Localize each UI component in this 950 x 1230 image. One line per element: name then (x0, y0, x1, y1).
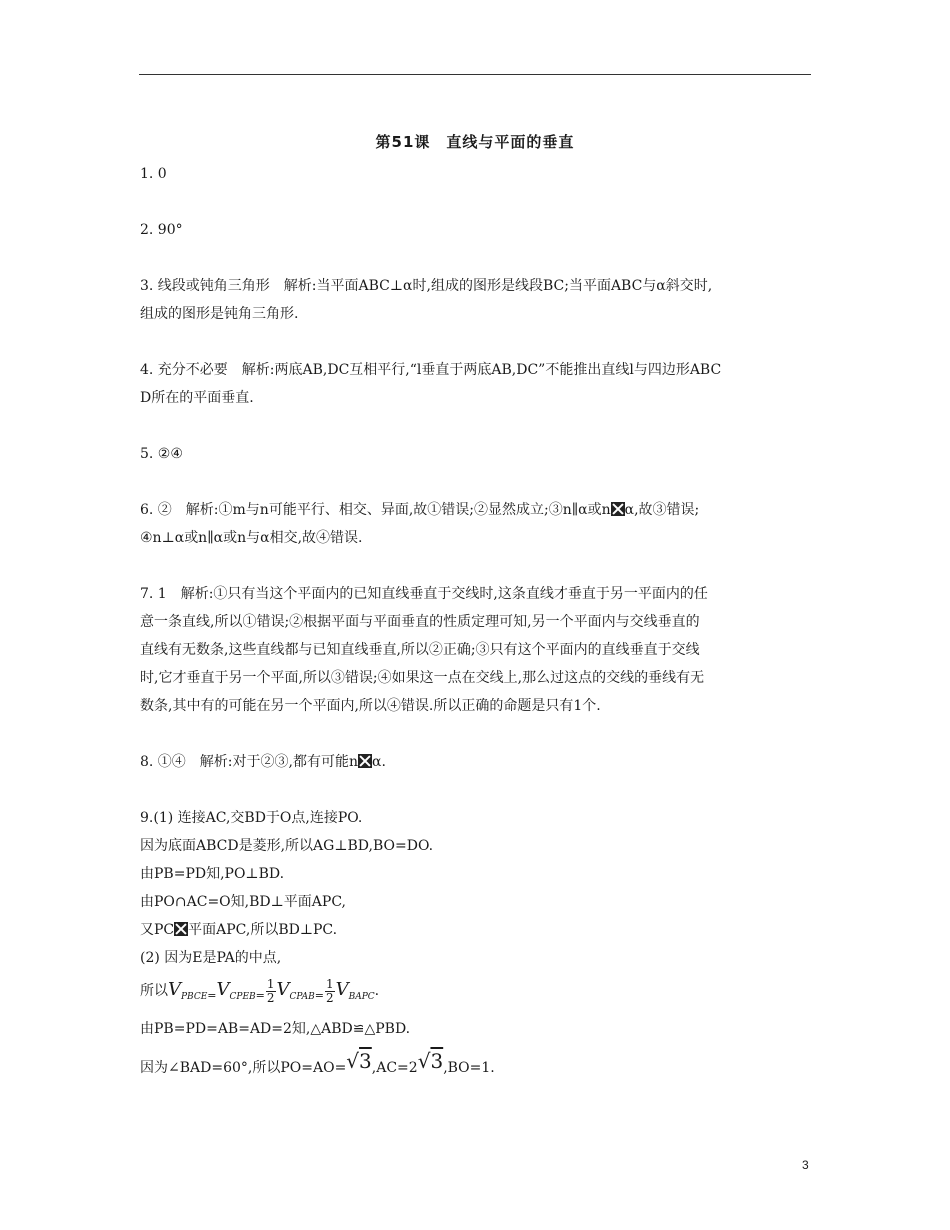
fraction-half: $\frac{1}{2}$ (266, 976, 275, 1005)
lesson-title: 第51课 直线与平面的垂直 (375, 133, 575, 151)
sqrt-three: √3 (417, 1049, 444, 1073)
answer-6: 6. ② 解析:①m与n可能平行、相交、异面,故①错误;②显然成立;③n∥α或n α,故③错误; ④n⊥α或n∥α或n与α相交,故④错误. (140, 502, 700, 546)
answer-body (140, 160, 812, 1086)
answer-7: 7. 1 解析:①只有当这个平面内的已知直线垂直于交线时,这条直线才垂直于另一平面内的任 意一条直线,所以①错误;②根据平面与平面垂直的性质定理可知,另一个平面内与交线垂直的 直线有无数条,这些直线都与已知直线垂直,所以②正确;③只有这个平面内的直线垂直于交线 时,它才垂直于另一个平面,所以③错误;④如果这一点在交线上,那么过这点的交线的垂线有无 数条,其中有的可能在另一个平面内,所以④错误.所以正确的命题是只有1个. (140, 586, 708, 714)
subset-symbol-icon (611, 502, 625, 516)
page-number: 3 (802, 1158, 809, 1172)
answer-9: 9.(1) 连接AC,交BD于O点,连接PO. 因为底面ABCD是菱形,所以AG⊥BD,BO=DO. 由PB=PD知,PO⊥BD. 由PO∩AC=O知,BD⊥平面APC, 又PC 平面APC,所以BD⊥PC. (2) 因为E是PA的中点, 所以$V_{PBCE=}V_{CPEB=}$ $\frac{1}{2}$ $V_{CPAB=}$ $\frac{1}{2}$ $V_{BAPC}$. 由PB=PD=AB=AD=2知,△ABD≌△PBD. 因为∠BAD=60°,所以PO=AO=√3,AC=2√3,BO=1. (140, 804, 812, 1086)
answer-4: 4. 充分不必要 解析:两底AB,DC互相平行,“l垂直于两底AB,DC”不能推出直线l与四边形ABC D所在的平面垂直. (140, 362, 722, 406)
fraction-half: $\frac{1}{2}$ (325, 976, 334, 1005)
volume-equation: 所以$V_{PBCE=}V_{CPEB=}$ $\frac{1}{2}$ $V_{CPAB=}$ $\frac{1}{2}$ $V_{BAPC}$. (140, 976, 380, 1005)
sqrt-three: √3 (346, 1049, 372, 1073)
subset-symbol-icon (358, 754, 372, 768)
subset-symbol-icon (174, 922, 188, 936)
length-result: 因为∠BAD=60°,所以PO=AO=√3,AC=2√3,BO=1. (140, 1049, 495, 1076)
answer-8: 8. ①④ 解析:对于②③,都有可能n α. (140, 754, 386, 770)
header-rule (139, 74, 811, 75)
answer-1: 1. 0 (140, 166, 167, 182)
answer-2: 2. 90° (140, 222, 183, 238)
answer-3: 3. 线段或钝角三角形 解析:当平面ABC⊥α时,组成的图形是线段BC;当平面ABC与α斜交时, 组成的图形是钝角三角形. (140, 278, 713, 322)
answer-5: 5. ②④ (140, 446, 183, 462)
